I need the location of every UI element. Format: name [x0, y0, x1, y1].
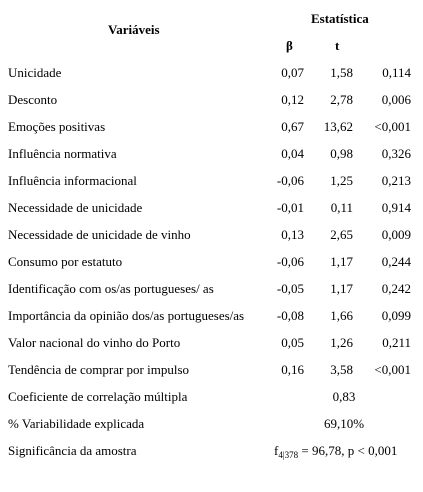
beta-value: -0,06 — [276, 173, 304, 188]
table-row — [0, 302, 423, 329]
p-value: 0,099 — [381, 308, 411, 323]
beta-value: -0,08 — [276, 308, 304, 323]
p-value: 0,006 — [381, 92, 411, 107]
summary-row-variability — [0, 410, 423, 437]
p-value: 0,009 — [381, 227, 411, 242]
row-label: Influência informacional — [8, 173, 137, 188]
table-row — [0, 356, 423, 383]
table-row — [0, 221, 423, 248]
table-body — [0, 59, 423, 464]
t-value: 1,17 — [330, 254, 353, 269]
f-result: = 96,78, p < 0,001 — [298, 443, 398, 458]
t-value: 2,78 — [330, 92, 353, 107]
t-value: 1,17 — [330, 281, 353, 296]
beta-value: -0,01 — [276, 200, 304, 215]
row-label: Consumo por estatuto — [8, 254, 123, 269]
p-value: 0,213 — [381, 173, 411, 188]
table-row — [0, 113, 423, 140]
row-label: Identificação com os/as portugueses/ as — [8, 281, 214, 296]
table-row — [0, 140, 423, 167]
f-statistic — [274, 443, 414, 460]
beta-value: 0,05 — [281, 335, 304, 350]
t-value: 13,62 — [323, 119, 353, 134]
table-row — [0, 167, 423, 194]
row-label: Tendência de comprar por impulso — [8, 362, 190, 377]
row-label: Importância da opinião dos/as portugueses/as — [8, 308, 245, 323]
t-value: 0,11 — [330, 200, 353, 215]
t-value: 2,65 — [330, 227, 353, 242]
row-label: Unicidade — [8, 65, 62, 80]
p-value: 0,326 — [381, 146, 411, 161]
summary-label: % Variabilidade explicada — [8, 416, 145, 431]
statistic-header: Estatística — [311, 11, 369, 26]
table-row — [0, 86, 423, 113]
t-value: 1,25 — [330, 173, 353, 188]
row-label: Desconto — [8, 92, 58, 107]
beta-value: 0,04 — [281, 146, 304, 161]
row-label: Necessidade de unicidade — [8, 200, 143, 215]
table-row — [0, 59, 423, 86]
summary-label: Coeficiente de correlação múltipla — [8, 389, 188, 404]
p-value: 0,242 — [381, 281, 411, 296]
p-value: 0,211 — [382, 335, 411, 350]
p-value: <0,001 — [374, 362, 411, 377]
p-value: 0,114 — [382, 65, 411, 80]
p-value: 0,244 — [381, 254, 411, 269]
row-label: Valor nacional do vinho do Porto — [8, 335, 181, 350]
summary-label: Significância da amostra — [8, 443, 137, 458]
beta-value: 0,07 — [281, 65, 304, 80]
beta-value: 0,12 — [281, 92, 304, 107]
summary-row-significance — [0, 437, 423, 464]
beta-value: -0,05 — [276, 281, 304, 296]
t-value: 3,58 — [330, 362, 353, 377]
t-value: 1,58 — [330, 65, 353, 80]
summary-value: 69,10% — [323, 416, 365, 431]
table-row — [0, 329, 423, 356]
row-label: Emoções positivas — [8, 119, 106, 134]
table-row — [0, 194, 423, 221]
beta-header: β — [286, 38, 293, 53]
beta-value: -0,06 — [276, 254, 304, 269]
beta-value: 0,13 — [281, 227, 304, 242]
t-value: 0,98 — [330, 146, 353, 161]
summary-row-correlation — [0, 383, 423, 410]
table-row — [0, 275, 423, 302]
p-value: 0,914 — [381, 200, 411, 215]
p-value: <0,001 — [374, 119, 411, 134]
f-degrees-of-freedom: 4|378 — [278, 450, 299, 460]
row-label: Necessidade de unicidade de vinho — [8, 227, 191, 242]
summary-value: 0,83 — [332, 389, 356, 404]
beta-value: 0,67 — [281, 119, 304, 134]
variables-header: Variáveis — [108, 22, 160, 37]
t-value: 1,26 — [330, 335, 353, 350]
beta-value: 0,16 — [281, 362, 304, 377]
row-label: Influência normativa — [8, 146, 117, 161]
t-value: 1,66 — [330, 308, 353, 323]
t-header: t — [335, 38, 340, 53]
table-row — [0, 248, 423, 275]
f-symbol: f — [274, 443, 279, 458]
